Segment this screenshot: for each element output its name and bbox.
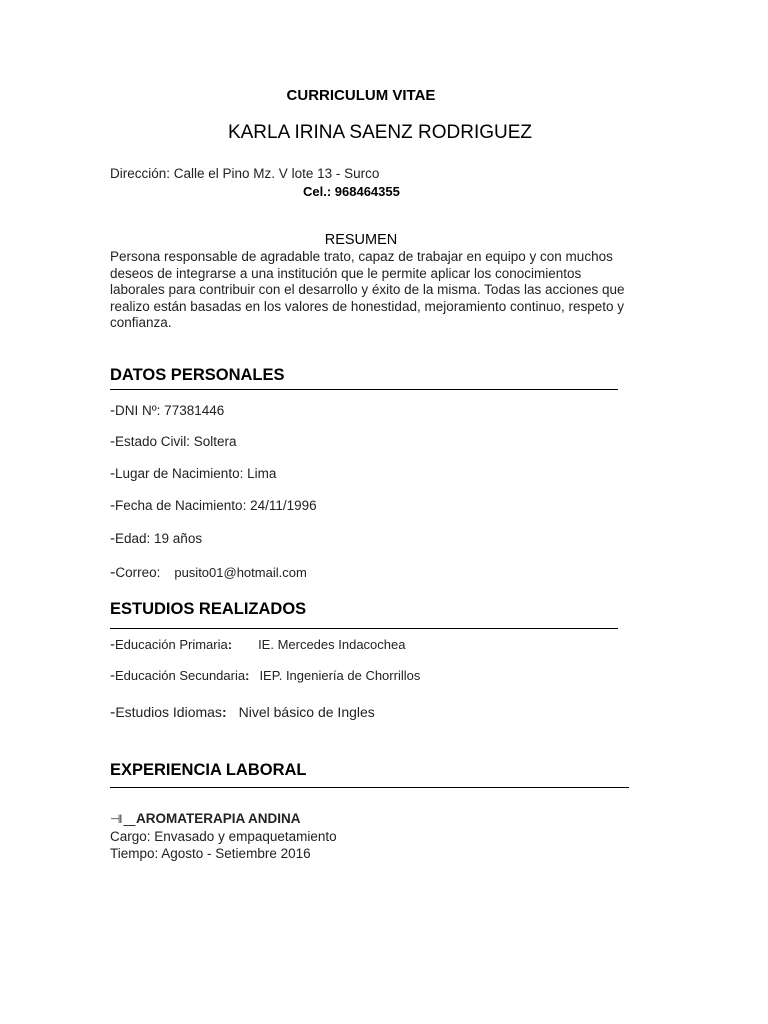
resumen-text: Persona responsable de agradable trato, capaz de trabajar en equipo y con muchos deseos de integrarse a una institución que le permite aplicar los conocimientos laborales para contribuir con el desarrollo y éxito de la misma. Todas las acciones que realizo están basadas en los valores de honestidad, mejoramiento continuo, respeto y confianza.	[110, 249, 625, 330]
dash: -	[110, 704, 116, 721]
company-line	[110, 811, 301, 827]
dash: -	[110, 433, 115, 450]
estudios-heading: ESTUDIOS REALIZADOS	[110, 600, 307, 618]
dni-text: DNI Nº: 77381446	[115, 403, 225, 418]
dash: -	[110, 402, 115, 419]
edad-item	[110, 530, 202, 547]
estado-civil-item	[110, 433, 237, 450]
dash: -	[110, 667, 115, 684]
lugar-nacimiento-text: Lugar de Nacimiento: Lima	[115, 466, 277, 481]
colon: :	[227, 637, 233, 652]
fecha-nacimiento-text: Fecha de Nacimiento: 24/11/1996	[115, 498, 317, 513]
secundaria-item	[110, 667, 420, 684]
estudios-divider	[110, 628, 618, 629]
primaria-label: Educación Primaria	[115, 637, 228, 652]
phone-line: Cel.: 968464355	[303, 184, 400, 199]
document-title: CURRICULUM VITAE	[286, 87, 436, 104]
secundaria-label: Educación Secundaria	[115, 668, 246, 683]
bullet-icon: ⊣l ⎽	[110, 812, 135, 826]
fecha-nacimiento-item	[110, 497, 317, 514]
edad-text: Edad: 19 años	[115, 531, 203, 546]
idiomas-label: Estudios Idiomas	[115, 704, 222, 720]
colon: :	[245, 668, 250, 683]
tiempo-line: Tiempo: Agosto - Setiembre 2016	[110, 846, 311, 861]
dash: -	[110, 497, 115, 514]
dash: -	[110, 636, 115, 653]
resumen-heading: RESUMEN	[324, 232, 398, 248]
dash: -	[110, 564, 116, 581]
idiomas-item	[110, 704, 375, 722]
company-name: AROMATERAPIA ANDINA	[136, 811, 301, 826]
address-line: Dirección: Calle el Pino Mz. V lote 13 - Surco	[110, 166, 380, 181]
datos-personales-heading: DATOS PERSONALES	[110, 366, 285, 384]
datos-divider	[110, 389, 618, 390]
candidate-name: KARLA IRINA SAENZ RODRIGUEZ	[227, 122, 533, 143]
idiomas-value: Nivel básico de Ingles	[238, 704, 375, 720]
experiencia-heading: EXPERIENCIA LABORAL	[110, 761, 307, 779]
correo-label: Correo:	[115, 565, 161, 580]
primaria-item	[110, 636, 405, 653]
primaria-value: IE. Mercedes Indacochea	[258, 637, 406, 652]
lugar-nacimiento-item	[110, 465, 276, 482]
dni-item	[110, 402, 224, 419]
colon: :	[221, 704, 227, 720]
experiencia-divider	[110, 787, 629, 788]
estado-civil-text: Estado Civil: Soltera	[115, 434, 237, 449]
cargo-line: Cargo: Envasado y empaquetamiento	[110, 829, 337, 844]
correo-value: pusito01@hotmail.com	[174, 565, 307, 580]
secundaria-value: IEP. Ingeniería de Chorrillos	[259, 668, 421, 683]
correo-item	[110, 564, 307, 582]
dash: -	[110, 465, 115, 482]
dash: -	[110, 530, 115, 547]
